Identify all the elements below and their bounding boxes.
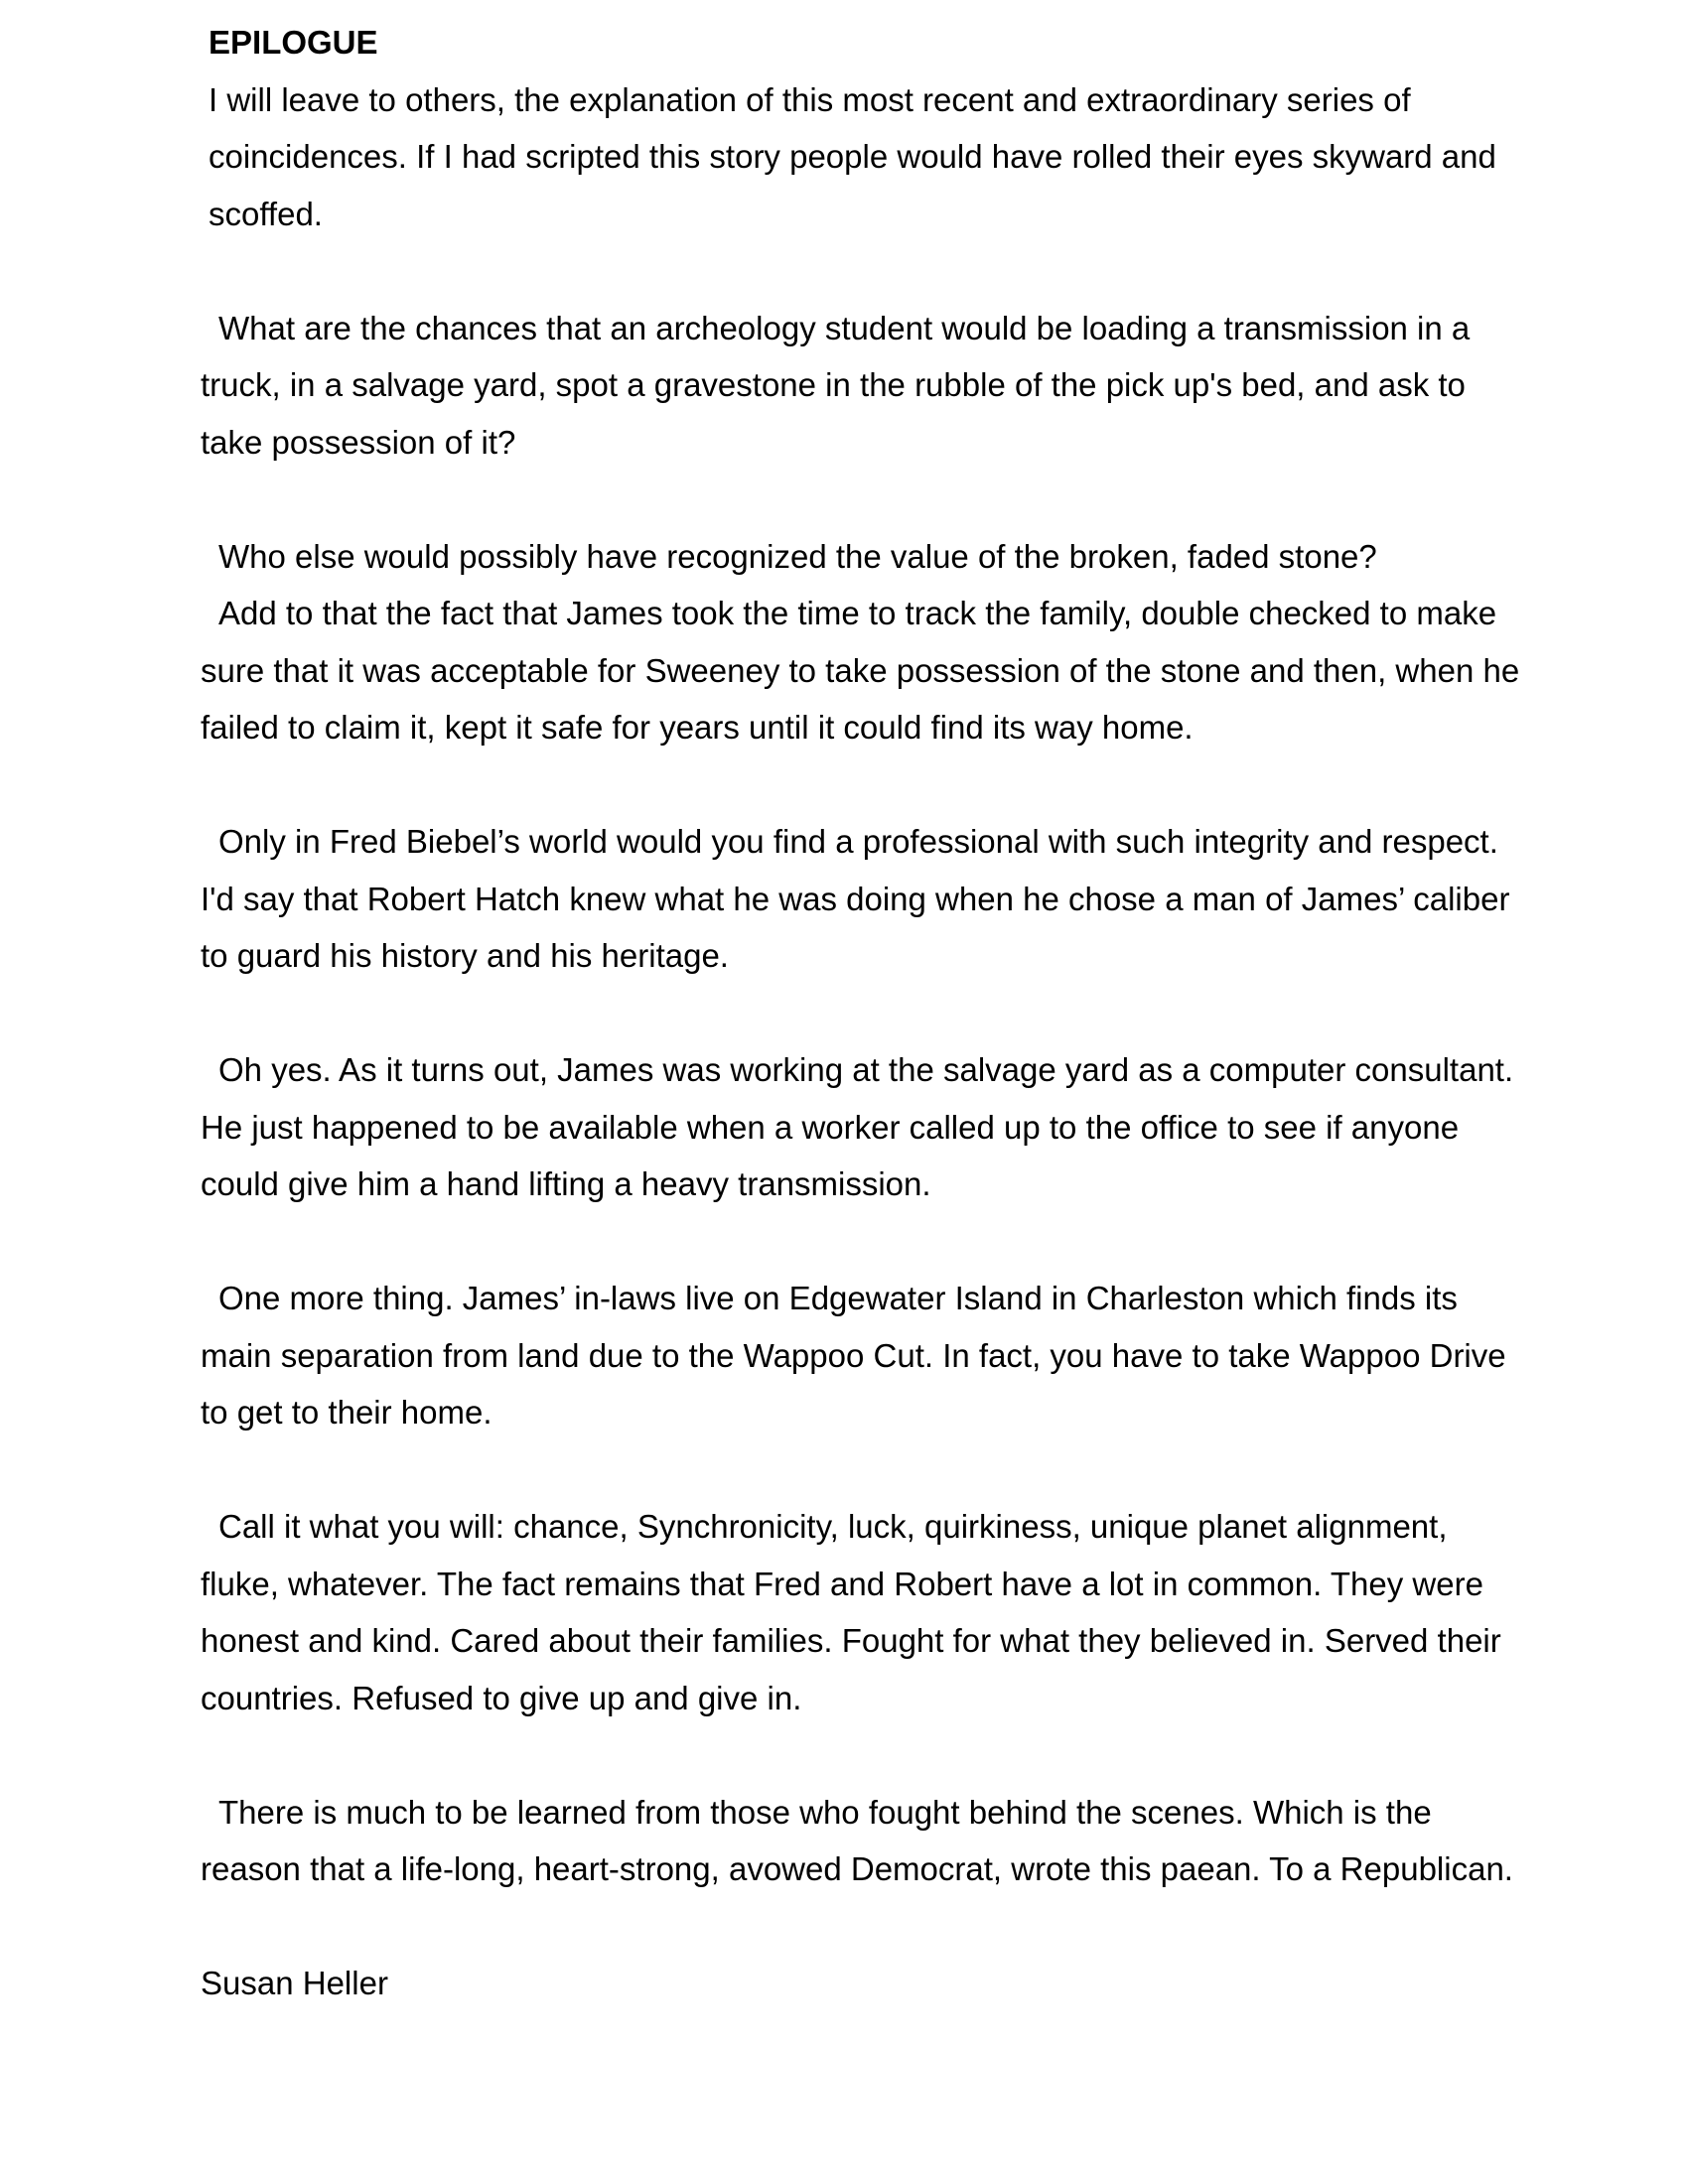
author-signature: Susan Heller: [201, 1965, 388, 2001]
paragraph-call-it: Call it what you will: chance, Synchronicity, luck, quirkiness, unique planet alignment, fluke, whatever. The fact remains that Fred and Robert have a lot in common. They were honest and kind. Cared about their families. Fought for what they believed in. Served their countries. Refused to give up and give in.: [201, 1508, 1510, 1716]
document-body: [201, 14, 1529, 2012]
paragraph-fred-biebel: Only in Fred Biebel’s world would you find a professional with such integrity and respect. I'd say that Robert Hatch knew what he was doing when he chose a man of James’ caliber to guard his history and his heritage.: [201, 823, 1519, 974]
paragraph-one-more-thing: One more thing. James’ in-laws live on Edgewater Island in Charleston which finds its main separation from land due to the Wappoo Cut. In fact, you have to take Wappoo Drive to get to their home.: [201, 1280, 1515, 1431]
paragraph-add-to-that: Add to that the fact that James took the time to track the family, double checked to make sure that it was acceptable for Sweeney to take possession of the stone and then, when he failed to claim it, kept it safe for years until it could find its way home.: [201, 595, 1529, 746]
paragraph-oh-yes: Oh yes. As it turns out, James was working at the salvage yard as a computer consultant. He just happened to be available when a worker called up to the office to see if anyone could give him a hand lifting a heavy transmission.: [201, 1051, 1523, 1202]
paragraph-much-to-be-learned: There is much to be learned from those who fought behind the scenes. Which is the reason that a life-long, heart-strong, avowed Democrat, wrote this paean. To a Republican.: [201, 1793, 1513, 1887]
paragraph-who-else: Who else would possibly have recognized the value of the broken, faded stone?: [218, 537, 1377, 575]
epilogue-heading: EPILOGUE: [209, 24, 378, 61]
paragraph-coincidences: I will leave to others, the explanation of this most recent and extraordinary series of coincidences. If I had scripted this story people would have rolled their eyes skyward and scoffed.: [209, 80, 1506, 232]
paragraph-chances: What are the chances that an archeology student would be loading a transmission in a truck, in a salvage yard, spot a gravestone in the rubble of the pick up's bed, and ask to take possession of it?: [201, 309, 1479, 461]
